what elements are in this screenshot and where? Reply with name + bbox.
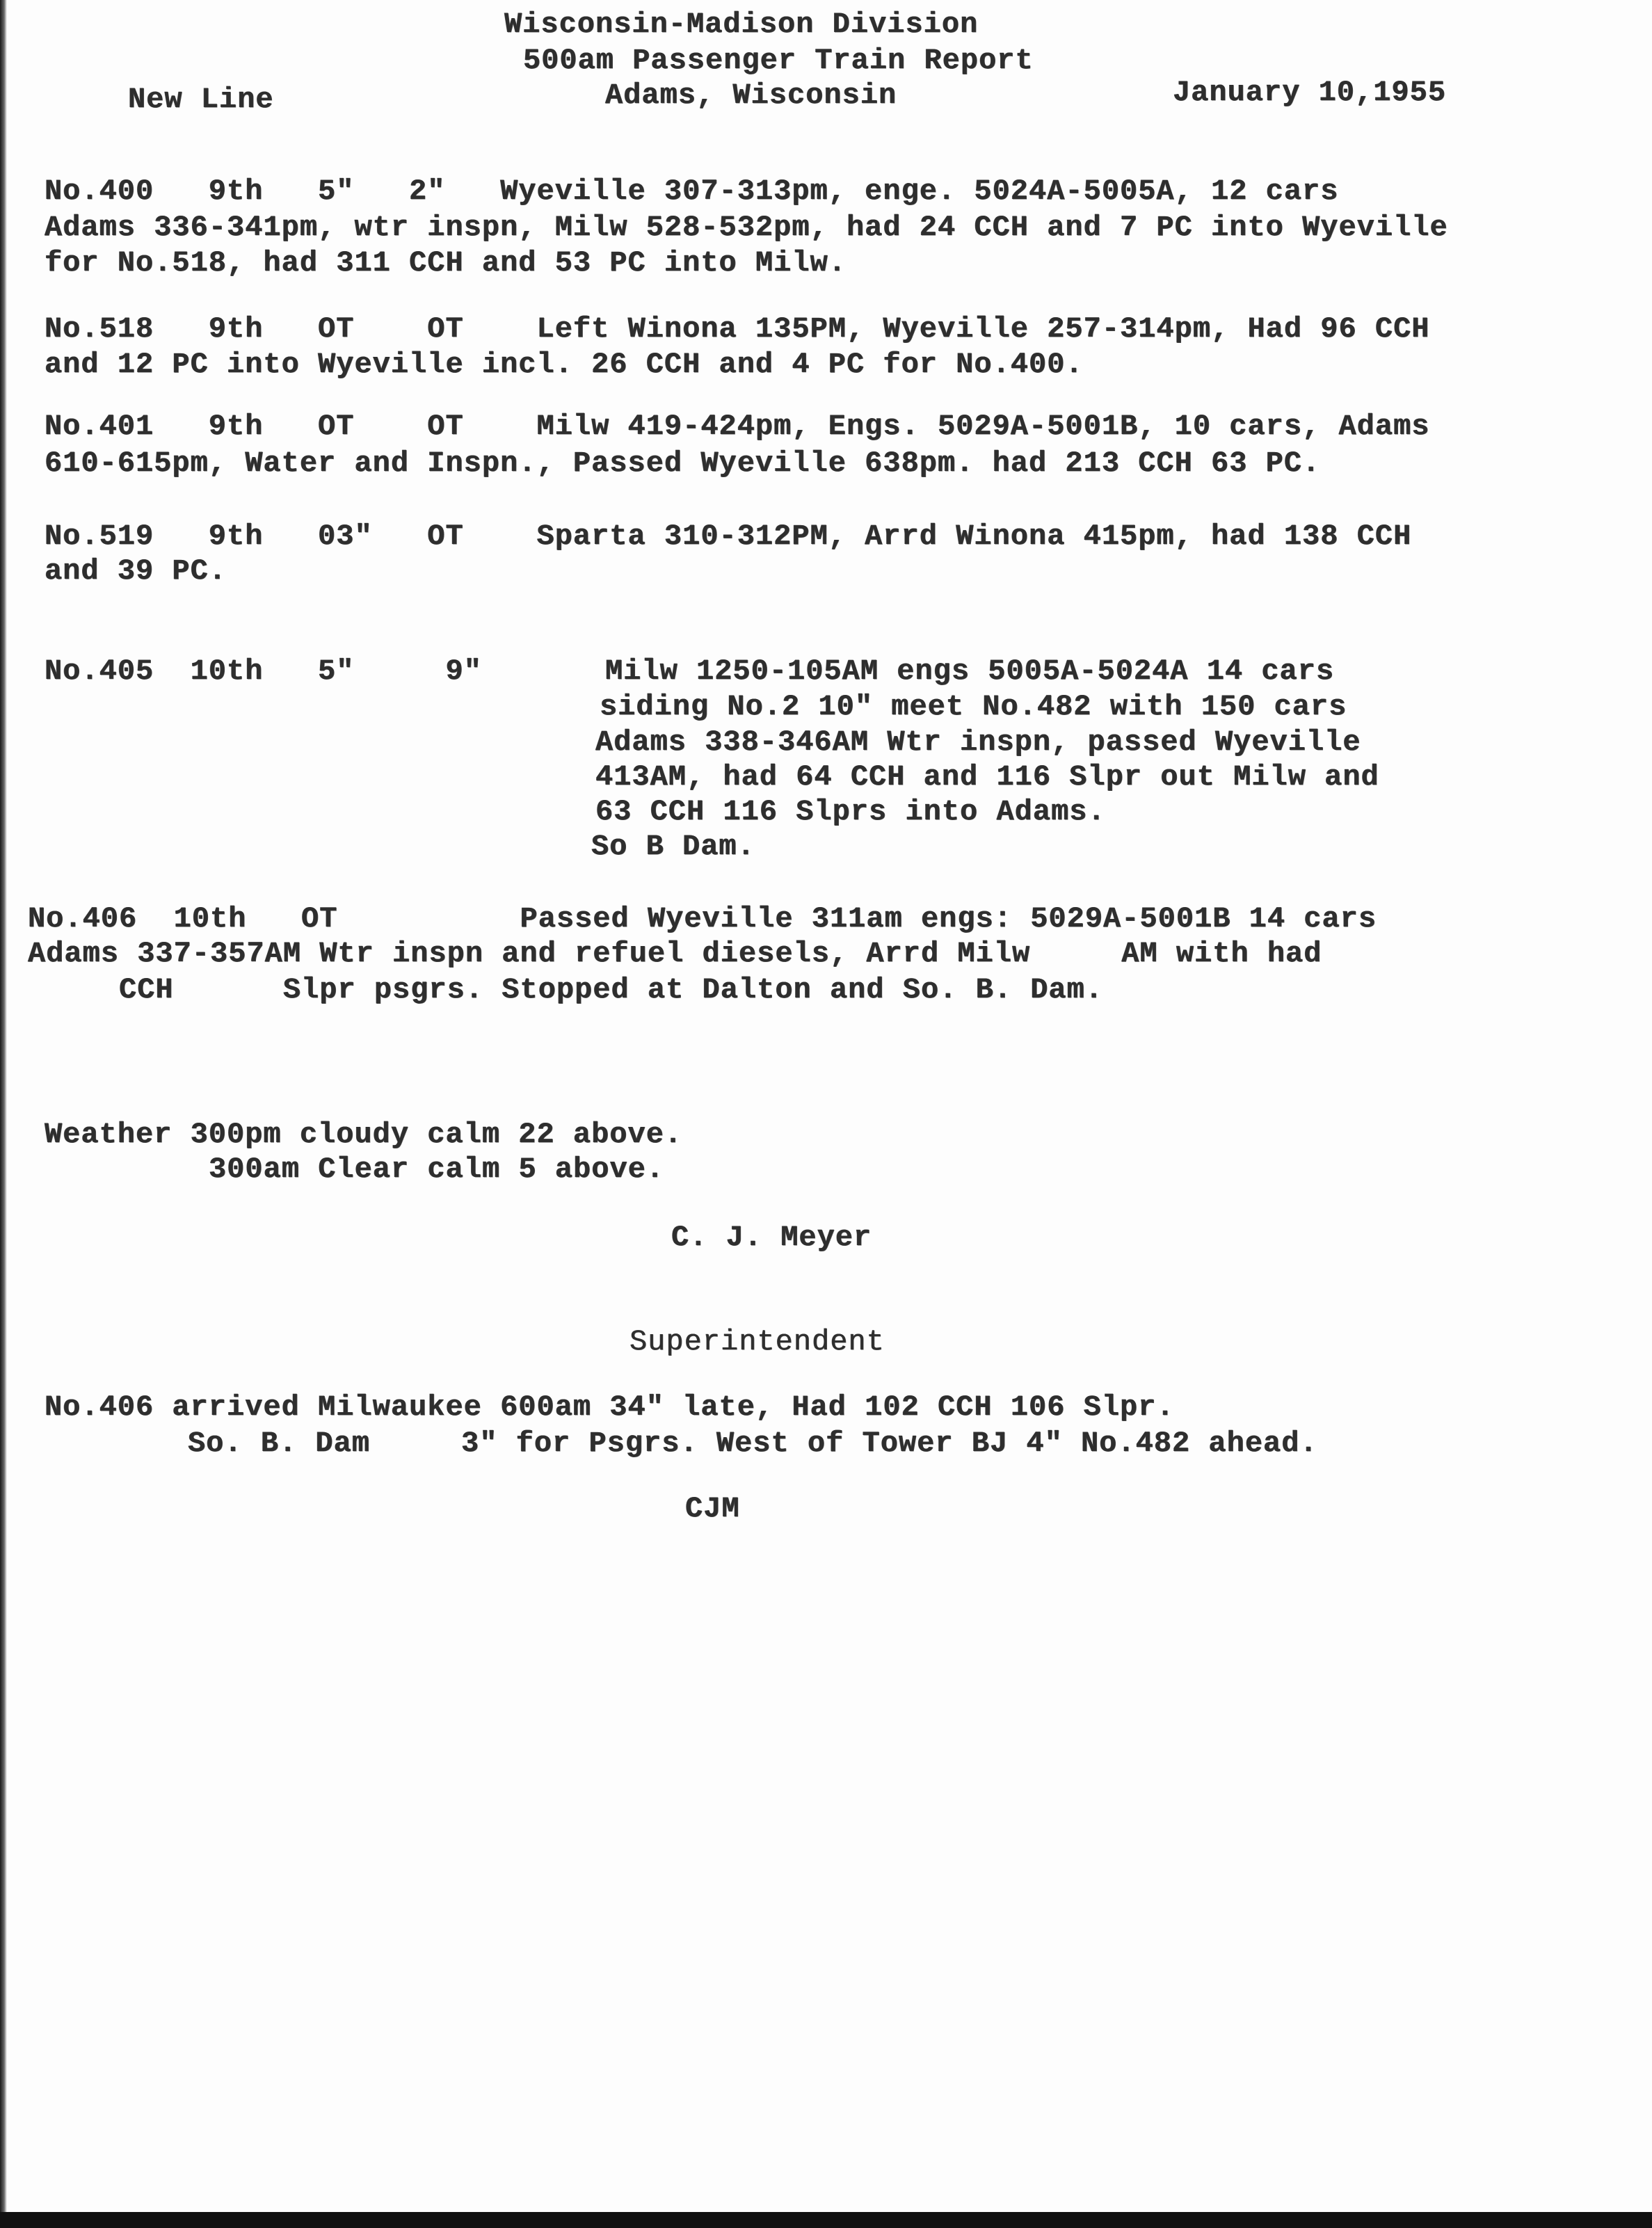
train-405-detail-1: Milw 1250-105AM engs 5005A-5024A 14 cars [605,655,1335,688]
train-405-label: No.405 10th 5" 9" [45,655,482,688]
train-400-line-2: Adams 336-341pm, wtr inspn, Milw 528-532pm, had 24 CCH and 7 PC into Wyeville [45,211,1448,244]
train-518-line-2: and 12 PC into Wyeville incl. 26 CCH and 4 PC for No.400. [45,348,1084,381]
weather-line-2: 300am Clear calm 5 above. [209,1153,665,1186]
train-406-line-3: CCH Slpr psgrs. Stopped at Dalton and So. B. Dam. [28,973,1104,1007]
train-519-line-2: and 39 PC. [45,554,227,588]
train-401-line-1: No.401 9th OT OT Milw 419-424pm, Engs. 5029A-5001B, 10 cars, Adams [45,410,1430,443]
train-400-line-3: for No.518, had 311 CCH and 53 PC into Milw. [45,246,847,280]
postscript-line-2: So. B. Dam 3" for Psgrs. West of Tower BJ 4" No.482 ahead. [188,1427,1318,1460]
location-title: Adams, Wisconsin [605,79,897,112]
train-405-detail-6: So B Dam. [591,830,755,863]
postscript-initials: CJM [685,1492,740,1525]
postscript-line-1: No.406 arrived Milwaukee 600am 34" late, Had 102 CCH 106 Slpr. [45,1391,1175,1424]
train-518-line-1: No.518 9th OT OT Left Winona 135PM, Wyeville 257-314pm, Had 96 CCH [45,312,1430,346]
train-406-line-1: No.406 10th OT Passed Wyeville 311am engs: 5029A-5001B 14 cars [28,902,1377,936]
train-405-detail-3: Adams 338-346AM Wtr inspn, passed Wyeville [595,726,1361,759]
scan-left-edge [0,0,7,2228]
division-title: Wisconsin-Madison Division [504,8,979,41]
signature-title: Superintendent [629,1325,885,1359]
scan-bottom-edge [0,2212,1652,2228]
train-405-detail-5: 63 CCH 116 Slprs into Adams. [595,795,1106,828]
report-title: 500am Passenger Train Report [523,44,1034,77]
report-date: January 10,1955 [1173,76,1447,109]
train-405-detail-4: 413AM, had 64 CCH and 116 Slpr out Milw and [595,760,1379,794]
signature-name: C. J. Meyer [671,1221,872,1254]
weather-line-1: Weather 300pm cloudy calm 22 above. [45,1118,683,1151]
train-406-line-2: Adams 337-357AM Wtr inspn and refuel diesels, Arrd Milw AM with had [28,937,1322,970]
train-400-line-1: No.400 9th 5" 2" Wyeville 307-313pm, enge. 5024A-5005A, 12 cars [45,175,1339,208]
train-519-line-1: No.519 9th 03" OT Sparta 310-312PM, Arrd Winona 415pm, had 138 CCH [45,520,1412,553]
line-label: New Line [128,83,274,116]
train-401-line-2: 610-615pm, Water and Inspn., Passed Wyeville 638pm. had 213 CCH 63 PC. [45,447,1321,480]
train-405-detail-2: siding No.2 10" meet No.482 with 150 cars [600,690,1347,723]
